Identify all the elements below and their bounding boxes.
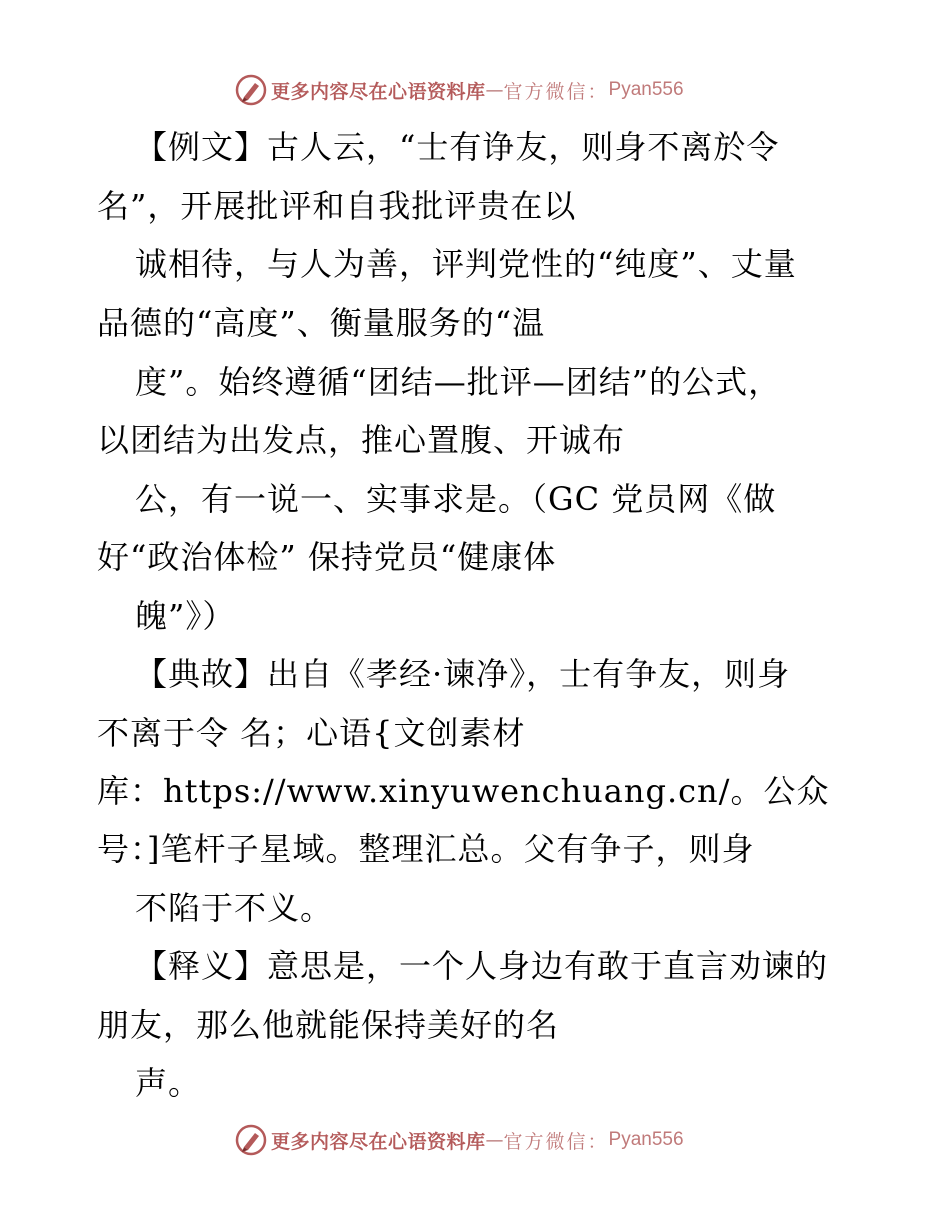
banner-wechat-id: Pyan556	[608, 1129, 684, 1150]
text-line: 【释义】意思是，一个人身边有敢于直言劝谏的	[135, 947, 829, 985]
pen-logo-icon	[235, 74, 267, 106]
banner-dash: —	[485, 1129, 504, 1151]
text-line: 诚相待，与人为善，评判党性的“纯度”、丈量	[135, 245, 797, 283]
text-line: 【典故】出自《孝经·谏净》，士有争友，则身	[135, 655, 791, 693]
pen-logo-icon	[235, 1124, 267, 1156]
text-line: 朋友，那么他就能保持美好的名	[97, 1006, 560, 1044]
text-line: 名”，开展批评和自我批评贵在以	[97, 187, 577, 225]
banner-wechat-label: 官方微信：	[503, 1130, 609, 1153]
banner-dash: —	[485, 79, 504, 101]
banner-site-name: 更多内容尽在心语资料库	[271, 1130, 486, 1153]
text-line: 好“政治体检” 保持党员“健康体	[97, 538, 557, 576]
text-line: 公，有一说一、实事求是。（GC 党员网《做	[135, 480, 777, 518]
banner-wechat-label: 官方微信：	[503, 80, 609, 103]
text-line: 度”。始终遵循“团结—批评—团结”的公式，	[135, 363, 782, 401]
banner-site-name: 更多内容尽在心语资料库	[271, 80, 486, 103]
header-watermark-banner	[235, 73, 684, 107]
text-line: 不离于令 名；心语{文创素材	[97, 714, 526, 752]
text-line: 品德的“高度”、衡量服务的“温	[97, 304, 546, 342]
text-line: 【例文】古人云，“士有诤友，则身不离於令	[135, 128, 780, 166]
text-line: 不陷于不义。	[135, 889, 334, 927]
text-line: 号：]笔杆子星域。整理汇总。父有争子，则身	[97, 830, 755, 868]
footer-watermark-banner	[235, 1123, 684, 1157]
banner-wechat-id: Pyan556	[608, 79, 684, 100]
text-line: 魄”》）	[135, 597, 236, 635]
text-line: 以团结为出发点，推心置腹、开诚布	[97, 421, 626, 459]
text-line: 库：https://www.xinyuwenchuang.cn/。公众	[97, 772, 830, 810]
text-line: 声。	[135, 1064, 202, 1102]
